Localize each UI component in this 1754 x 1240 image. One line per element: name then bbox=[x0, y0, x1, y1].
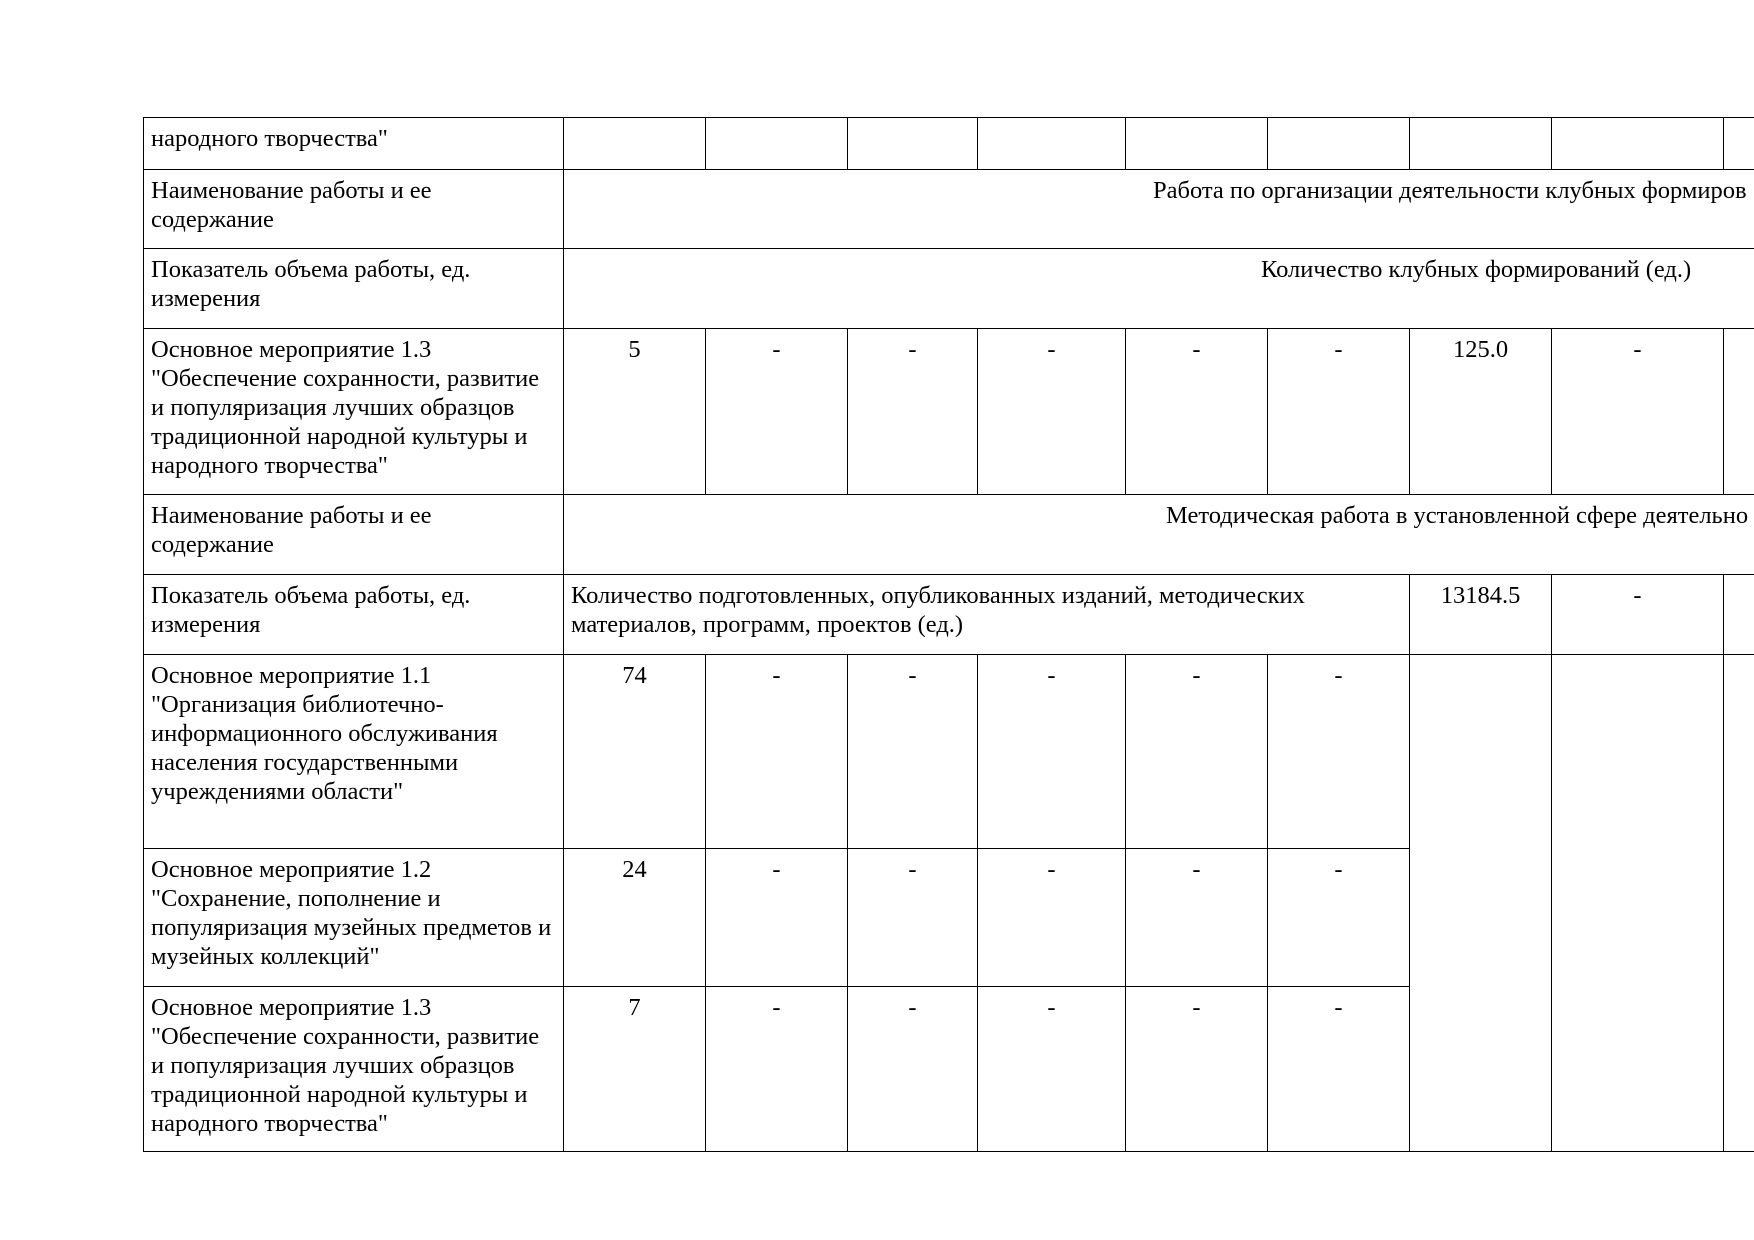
merged-empty-cell bbox=[1410, 655, 1552, 1152]
value-cell: - bbox=[978, 329, 1126, 495]
budget-table bbox=[143, 117, 1754, 1152]
table-row bbox=[144, 575, 1754, 655]
table-row bbox=[144, 118, 1754, 170]
row-label: Показатель объема работы, ед. измерения bbox=[144, 249, 564, 329]
empty-cell bbox=[1126, 118, 1268, 170]
indicator-value: Количество подготовленных, опубликованных изданий, методических материалов, программ, проектов (ед.) bbox=[564, 575, 1410, 655]
row-label: Основное мероприятие 1.1 "Организация библиотечно-информационного обслуживания населения государственными учреждениями области" bbox=[144, 655, 564, 849]
table-row bbox=[144, 170, 1754, 249]
value-cell: - bbox=[978, 987, 1126, 1152]
row-label: Наименование работы и ее содержание bbox=[144, 495, 564, 575]
value-cell: - bbox=[1552, 575, 1724, 655]
empty-cell bbox=[1724, 575, 1754, 655]
merged-empty-cell bbox=[1724, 655, 1754, 1152]
value-cell: - bbox=[1126, 655, 1268, 849]
table-row bbox=[144, 249, 1754, 329]
value-cell: - bbox=[1268, 849, 1410, 987]
merged-empty-cell bbox=[1552, 655, 1724, 1152]
amount-cell: 13184.5 bbox=[1410, 575, 1552, 655]
value-cell: - bbox=[1552, 329, 1724, 495]
row-label: Основное мероприятие 1.3 "Обеспечение сохранности, развитие и популяризация лучших образцов традиционной народной культуры и народного творчества" bbox=[144, 329, 564, 495]
value-cell: - bbox=[848, 329, 978, 495]
value-cell: - bbox=[978, 655, 1126, 849]
row-label: Основное мероприятие 1.3 "Обеспечение сохранности, развитие и популяризация лучших образцов традиционной народной культуры и народного творчества" bbox=[144, 987, 564, 1152]
empty-cell bbox=[978, 118, 1126, 170]
value-cell: - bbox=[706, 655, 848, 849]
empty-cell bbox=[1724, 118, 1754, 170]
work-name-value: Методическая работа в установленной сфере деятельно bbox=[564, 495, 1754, 575]
row-label: Основное мероприятие 1.2 "Сохранение, пополнение и популяризация музейных предметов и музейных коллекций" bbox=[144, 849, 564, 987]
table-row bbox=[144, 329, 1754, 495]
value-cell: - bbox=[1126, 849, 1268, 987]
value-cell: - bbox=[1268, 987, 1410, 1152]
table-row bbox=[144, 495, 1754, 575]
value-cell: 7 bbox=[564, 987, 706, 1152]
value-cell: - bbox=[848, 849, 978, 987]
empty-cell bbox=[848, 118, 978, 170]
empty-cell bbox=[706, 118, 848, 170]
document-page bbox=[143, 117, 1754, 1154]
value-cell: - bbox=[848, 655, 978, 849]
empty-cell bbox=[1724, 329, 1754, 495]
value-cell: 125.0 bbox=[1410, 329, 1552, 495]
row-label: Наименование работы и ее содержание bbox=[144, 170, 564, 249]
table-row bbox=[144, 655, 1754, 849]
value-cell: - bbox=[706, 849, 848, 987]
value-cell: - bbox=[706, 987, 848, 1152]
value-cell: - bbox=[848, 987, 978, 1152]
value-cell: - bbox=[1126, 987, 1268, 1152]
value-cell: 74 bbox=[564, 655, 706, 849]
value-cell: 24 bbox=[564, 849, 706, 987]
empty-cell bbox=[1410, 118, 1552, 170]
row-label: народного творчества" bbox=[144, 118, 564, 170]
value-cell: 5 bbox=[564, 329, 706, 495]
empty-cell bbox=[564, 118, 706, 170]
indicator-value: Количество клубных формирований (ед.) bbox=[564, 249, 1754, 329]
value-cell: - bbox=[1268, 329, 1410, 495]
row-label: Показатель объема работы, ед. измерения bbox=[144, 575, 564, 655]
empty-cell bbox=[1268, 118, 1410, 170]
work-name-value: Работа по организации деятельности клубных формиров bbox=[564, 170, 1754, 249]
value-cell: - bbox=[1268, 655, 1410, 849]
value-cell: - bbox=[978, 849, 1126, 987]
empty-cell bbox=[1552, 118, 1724, 170]
value-cell: - bbox=[706, 329, 848, 495]
value-cell: - bbox=[1126, 329, 1268, 495]
